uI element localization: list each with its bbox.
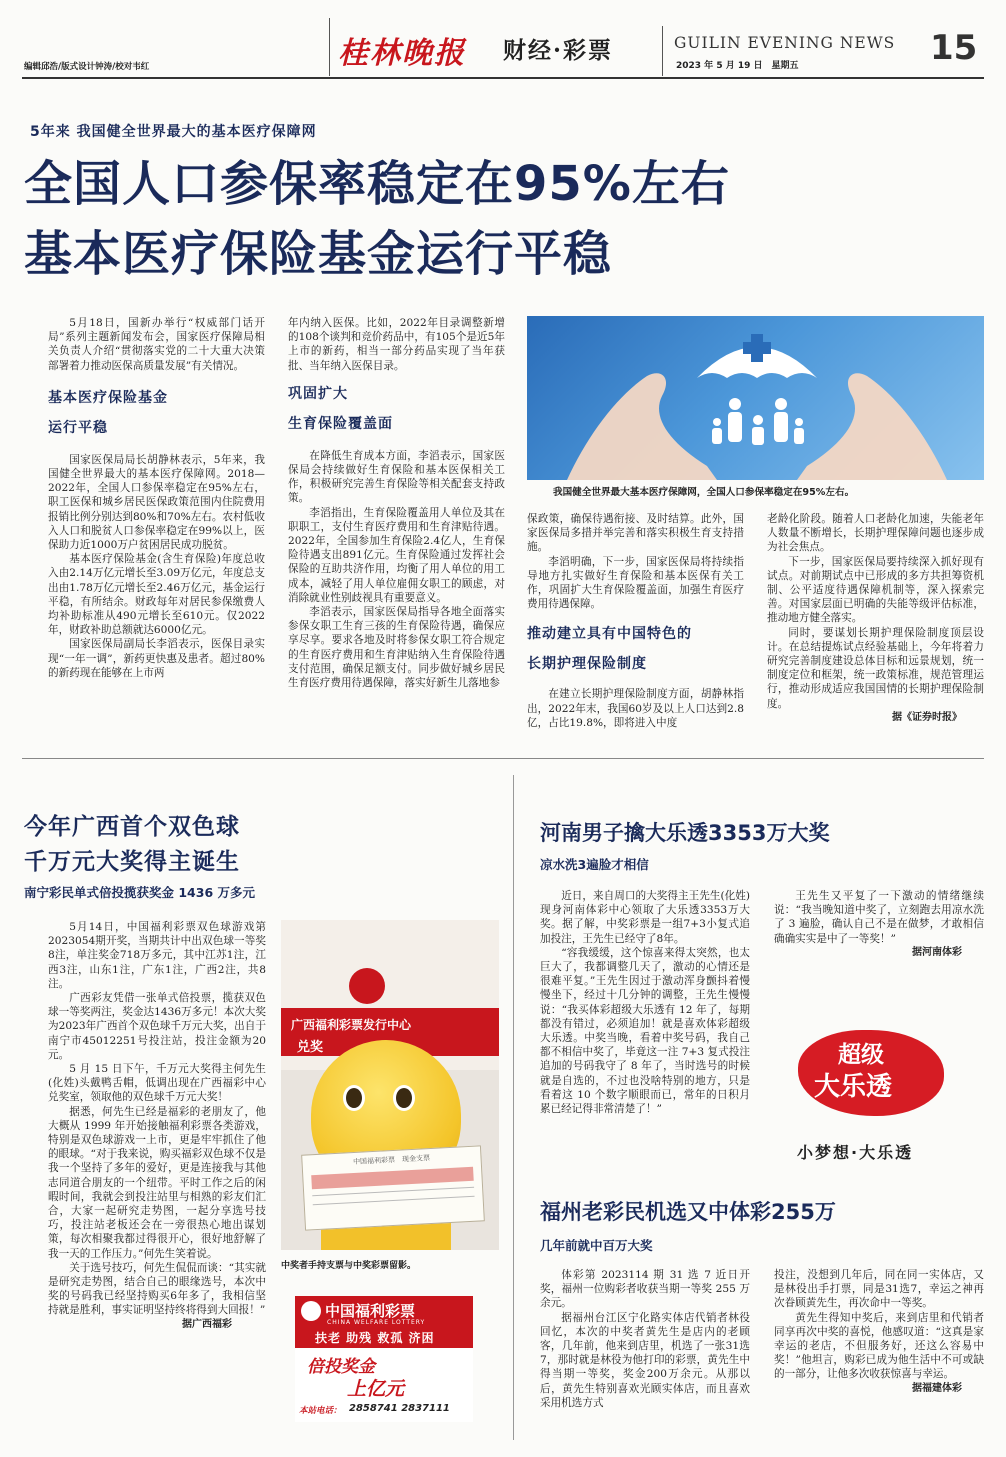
lead-paragraph: 同时，要谋划长期护理保险制度顶层设计。在总结提炼试点经验基础上，今年将着力研究完善制度建设总体目标和远景规划，统一制度定位和框架，统一政策标准，规范管理运行，推动形成适应我国国情的长期护理保险制度。 — [767, 626, 984, 710]
backdrop-subtext: 兑奖 — [297, 1040, 324, 1055]
fuzhou-paragraph: 据福州台江区宁化路实体店代销者林役回忆，本次的中奖者黄先生是店内的老顾客，几年前，他来到店里，机选了一张31选7，那时就是林役为他打印的彩票，黄先生中得当期一等奖，奖金200万余元。从那以后，黄先生特别喜欢光顾实体店，而且喜欢采用机选方式 — [540, 1311, 750, 1409]
lead-column-3 — [527, 512, 744, 730]
logo-line2: 大乐透 — [814, 1072, 893, 1102]
column-divider — [513, 775, 514, 1440]
ad-brand-en: CHINA WELFARE LOTTERY — [327, 1319, 426, 1326]
guangxi-paragraph: 据悉，何先生已经是福彩的老朋友了，他大概从 1999 年开始接触福利彩票各类游戏，特别是双色球游戏一上市，更是牢牢抓住了他的眼球。“对于我来说，购买福彩双色球不仅是我一个坚持了多年的爱好，更是连接我与其他志同道合朋友的一个纽带。平时工作之后的闲暇时间，我就会到投注站里与相熟的彩友们汇合，大家一起研究走势图，一起分享选号技巧，投注站老板还会在一旁很热心地出谋划策，每次相聚我都过得很开心，很好地舒解了我一天的工作压力。”何先生笑着说。 — [48, 1105, 266, 1260]
henan-paragraph: 近日，来自周口的大奖得主王先生(化姓)现身河南体彩中心领取了大乐透3353万大奖。据了解，中奖彩票是一组7+3小复式追加投注，王先生已经守了8年。 — [540, 890, 750, 945]
lead-column-4 — [767, 512, 984, 725]
backdrop-text: 广西福利彩票发行中心 — [291, 1018, 412, 1032]
henan-column-1 — [540, 889, 750, 1116]
section-divider — [22, 758, 984, 759]
lead-kicker: 5年来 我国健全世界最大的基本医疗保障网 — [30, 124, 317, 140]
lead-photo — [527, 316, 984, 480]
editor-credits: 编辑邱浩/版式设计钟涛/校对韦红 — [24, 62, 150, 72]
masthead-divider — [329, 18, 330, 76]
lead-photo-caption: 我国健全世界最大基本医疗保障网，全国人口参保率稳定在95%左右。 — [553, 487, 855, 498]
guangxi-title-line2: 千万元大奖得主诞生 — [24, 849, 240, 875]
page-header — [0, 0, 1006, 80]
super-lotto-logo — [798, 1022, 944, 1122]
lead-paragraph: 老龄化阶段。随着人口老龄化加速，失能老年人数量不断增长，长期护理保障问题也逐步成为社会焦点。 — [767, 513, 984, 554]
section-name: 财经·彩票 — [503, 37, 614, 64]
welfare-logo-icon — [301, 1301, 321, 1321]
cheque-stripe — [311, 1167, 474, 1189]
lead-paragraph: 年内纳入医保。比如，2022年目录调整新增的108个谈判和竞价药品中，有105个是近5年上市的新药，相当一部分药品实现了当年获批、当年纳入医保目录。 — [288, 317, 505, 372]
fuzhou-paragraph: 投注，没想到几年后，同在同一实体店，又是林役出手打票，同是31选7，幸运之神再次眷顾黄先生，再次命中一等奖。 — [774, 1269, 984, 1310]
subheading: 巩固扩大 — [288, 385, 348, 402]
guangxi-title-line1: 今年广西首个双色球 — [24, 814, 240, 840]
lead-paragraph: 在降低生育成本方面，李滔表示，国家医保局会持续做好生育保险和基本医保相关工作，积极研究完善生育保险等相关配套支持政策。 — [288, 449, 505, 505]
super-lotto-slogan: 小梦想·大乐透 — [797, 1143, 914, 1162]
subheading: 长期护理保险制度 — [527, 656, 647, 673]
henan-title: 河南男子擒大乐透3353万大奖 — [540, 821, 830, 845]
winner-photo-caption: 中奖者手持支票与中奖彩票留影。 — [281, 1261, 417, 1271]
subheading: 推动建立具有中国特色的 — [527, 626, 692, 643]
henan-column-2 — [774, 889, 984, 960]
cheque-title: 中国福利彩票 现金支票 — [352, 1154, 431, 1167]
mascot-eye-left — [343, 1085, 365, 1111]
lead-paragraph: 国家医保局局长胡静林表示，5年来，我国健全世界最大的基本医疗保障网。2018—2022年，全国人口参保率稳定在95%左右，职工医保和城乡居民医保政策范围内住院费用报销比例分别达到80%和70%左右。农村低收入人口和脱贫人口参保率稳定在99%以上，医保助力近1000万户贫困居民成功脱贫。 — [48, 453, 265, 552]
lead-paragraph: 国家医保局副局长李滔表示，医保目录实现“一年一调”，新药更快惠及患者。超过80%的新药现在能够在上市两 — [48, 638, 265, 679]
header-divider — [662, 26, 663, 76]
ad-promo-line2: 上亿元 — [347, 1378, 405, 1400]
english-name: GUILIN EVENING NEWS — [674, 34, 896, 52]
henan-subtitle: 凉水洗3遍脸才相信 — [540, 857, 649, 872]
fuzhou-title: 福州老彩民机选又中体彩255万 — [540, 1200, 836, 1224]
lead-paragraph: 李滔表示，国家医保局指导各地全面落实参保女职工生育三孩的生育保险待遇，确保应享尽享。要求各地及时将参保女职工符合规定的生育医疗费用和生育津贴纳入生育保险待遇支付范围，确保足额支付。同步做好城乡居民生育医疗费用待遇保障，落实好新生儿落地参 — [288, 606, 505, 690]
lead-title-line1: 全国人口参保率稳定在95%左右 — [24, 156, 730, 212]
source-credit: 据河南体彩 — [912, 946, 962, 958]
source-credit: 据广西福彩 — [182, 1318, 232, 1330]
subheading: 运行平稳 — [48, 419, 108, 436]
ad-slogan: 扶老 助残 救孤 济困 — [315, 1331, 435, 1345]
welfare-lottery-ad — [295, 1296, 473, 1422]
guangxi-paragraph: 关于选号技巧，何先生侃侃而谈：“其实就是研究走势图，结合自己的眼缘选号，本次中奖的号码我已经坚持购买6年多了，我相信坚持就是胜利，事实证明坚持终将得到大回报！” — [48, 1261, 266, 1317]
masthead-logo: 桂林晚报 — [338, 36, 466, 71]
ad-brand: 中国福利彩票 — [325, 1302, 416, 1320]
issue-date: 2023 年 5 月 19 日 星期五 — [676, 61, 799, 71]
mascot-eye-right — [393, 1085, 415, 1111]
source-credit: 据《证券时报》 — [892, 711, 962, 723]
guangxi-paragraph: 广西彩友凭借一张单式倍投票，揽获双色球一等奖两注，奖金达1436万多元！本次大奖为2023年广西首个双色球千万元大奖，出自于南宁市45012251号投注站，投注金额为20元。 — [48, 992, 266, 1061]
guangxi-paragraph: 5月14日，中国福利彩票双色球游戏第2023054期开奖，当期共计中出双色球一等奖8注，单注奖金718万多元，其中江苏1注，江西3注，山东1注，广东1注，广西2注，共8注。 — [48, 921, 266, 990]
lead-paragraph: 李滔明确，下一步，国家医保局将持续指导地方扎实做好生育保险和基本医保有关工作，巩固扩大生育保险覆盖面，加强生育医疗费用待遇保障。 — [527, 555, 744, 611]
source-credit: 据福建体彩 — [912, 1382, 962, 1394]
henan-paragraph: “容我缓缓，这个惊喜来得太突然，也太巨大了，我都调整几天了，激动的心情还是很难平复。”王先生因过于激动浑身颤抖着慢慢坐下，经过十几分钟的调整，王先生慢慢说：“我买体彩超级大乐透有 12 年了，每期都没有错过，必须追加！就是喜欢体彩超级大乐透。中奖当晚，看着中奖号码，我自己都不相信中奖了，毕竟这一注 7+3 复式投注追加的号码我守了 8 年了，当时选号的时候就是自选的，不过也没啥特别的地方，只是看着这 10 个数字顺眼而已，常年的日积月累已经记得非常清楚了！” — [540, 946, 750, 1116]
cheque-lines — [312, 1187, 474, 1196]
guangxi-subtitle: 南宁彩民单式倍投揽获奖金 1436 万多元 — [24, 885, 255, 900]
fuzhou-paragraph: 体彩第 2023114 期 31 选 7 近日开奖，福州一位购彩者收获当期一等奖 255 万余元。 — [540, 1269, 750, 1310]
cheque-lines — [313, 1196, 475, 1205]
lead-paragraph: 李滔指出，生育保险覆盖用人单位及其在职职工，支付生育医疗费用和生育津贴待遇。2022年，全国参加生育保险2.4亿人，生育保险待遇支出891亿元。生育保险通过发挥社会保险的互助共济作用，均衡了用人单位的用工成本，减轻了用人单位雇佣女职工的顾虑，对消除就业性别歧视具有重要意义。 — [288, 506, 505, 604]
ad-promo-line1: 倍投奖金 — [307, 1357, 375, 1377]
welfare-logo-icon — [349, 968, 385, 1004]
subheading: 生育保险覆盖面 — [288, 415, 393, 432]
prize-cheque — [301, 1145, 485, 1230]
header-rule — [22, 77, 984, 79]
page-number: 15 — [930, 28, 978, 68]
henan-paragraph: 王先生又平复了一下激动的情绪继续说：“我当晚知道中奖了，立刻跑去用凉水洗了 3 遍脸，确认自己不是在做梦，才敢相信确确实实是中了一等奖！” — [774, 890, 984, 945]
ad-phone-label: 本站电话： — [299, 1406, 342, 1416]
lead-column-2 — [288, 316, 505, 690]
guangxi-column — [48, 920, 266, 1332]
fuzhou-paragraph: 黄先生得知中奖后，来到店里和代销者同享再次中奖的喜悦，他感叹道：“这真是家幸运的老店，不但服务好，还这么容易中奖！”他坦言，购彩已成为他生活中不可或缺的一部分，让他多次收获惊喜与幸运。 — [774, 1311, 984, 1381]
lead-paragraph: 在建立长期护理保险制度方面，胡静林指出，2022年末，我国60岁及以上人口达到2.8亿，占比19.8%，即将进入中度 — [527, 688, 744, 729]
subheading: 基本医疗保险基金 — [48, 389, 168, 406]
lead-paragraph: 5月18日，国新办举行“权威部门话开局”系列主题新闻发布会，国家医疗保障局相关负责人介绍“贯彻落实党的二十大重大决策部署着力推动医保高质量发展”有关情况。 — [48, 317, 265, 372]
lead-paragraph: 下一步，国家医保局要持续深入抓好现有试点。对前期试点中已形成的多方共担筹资机制、公平适度待遇保障机制等，深入探索完善。对国家层面已明确的失能等级评估标准，推动地方健全落实。 — [767, 555, 984, 625]
fuzhou-column-2 — [774, 1268, 984, 1396]
lead-paragraph: 保政策，确保待遇衔接、及时结算。此外，国家医保局多措并举完善和落实积极生育支持措施。 — [527, 513, 744, 554]
lead-column-1 — [48, 316, 265, 680]
fuzhou-subtitle: 几年前就中百万大奖 — [540, 1238, 653, 1253]
ad-phone: 2858741 2837111 — [349, 1403, 450, 1414]
lead-paragraph: 基本医疗保险基金(含生育保险)年度总收入由2.14万亿元增长至3.09万亿元，年度总支出由1.78万亿元增长至2.46万亿元，基金运行平稳，有所结余。财政每年对居民参保缴费人均补助标准从490元增长至610元。仅2022年，财政补助总额就达6000亿元。 — [48, 553, 265, 637]
lead-title-line2: 基本医疗保险基金运行平稳 — [24, 226, 613, 282]
fuzhou-column-1 — [540, 1268, 750, 1410]
guangxi-paragraph: 5 月 15 日下午，千万元大奖得主何先生(化姓)头戴鸭舌帽，低调出现在广西福彩中心兑奖室，领取他的双色球千万元大奖！ — [48, 1063, 266, 1104]
logo-line1: 超级 — [838, 1042, 884, 1068]
winner-photo — [281, 920, 499, 1250]
